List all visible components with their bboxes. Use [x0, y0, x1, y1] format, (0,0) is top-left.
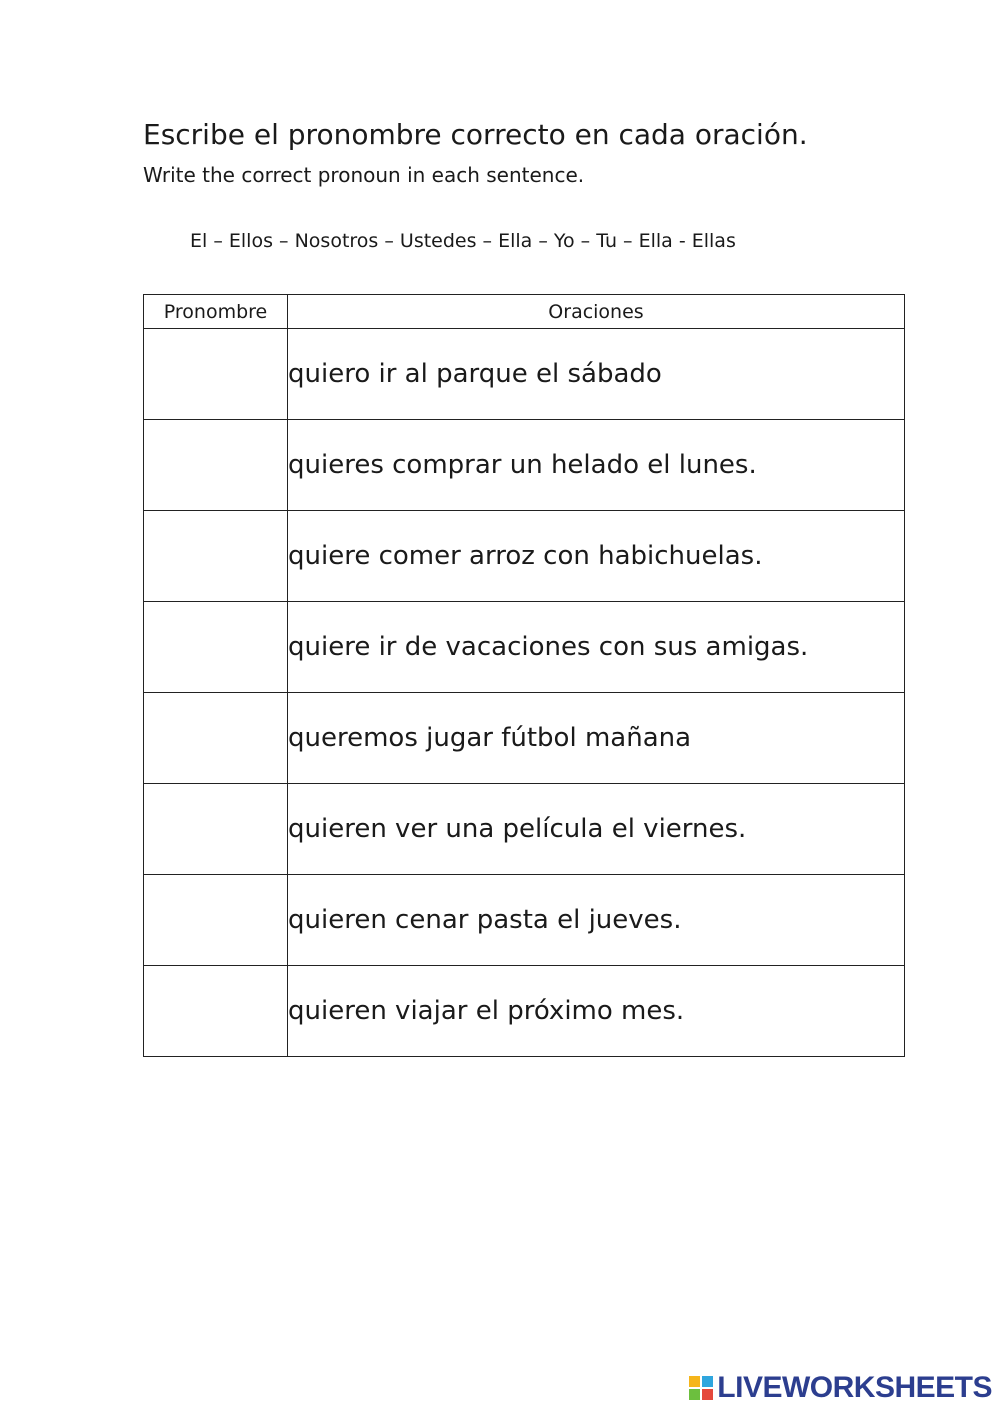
page-subtitle: Write the correct pronoun in each sentence. [143, 163, 585, 187]
sentence-text: quiere comer arroz con habichuelas. [288, 511, 905, 602]
word-bank-item: Ustedes [399, 230, 477, 252]
sentence-text: quieren viajar el próximo mes. [288, 966, 905, 1057]
word-bank-item: Yo [553, 230, 575, 252]
table-row [144, 420, 905, 511]
word-bank-item: Tu [596, 230, 617, 252]
word-bank-separator: – [378, 230, 400, 252]
column-header-pronombre: Pronombre [144, 295, 288, 329]
pronoun-answer-field[interactable] [144, 784, 288, 875]
word-bank-separator: – [616, 230, 639, 252]
sentence-text: quieren cenar pasta el jueves. [288, 875, 905, 966]
word-bank-separator: – [207, 230, 229, 252]
table-row [144, 966, 905, 1057]
sentence-text: quieren ver una película el viernes. [288, 784, 905, 875]
pronoun-answer-field[interactable] [144, 511, 288, 602]
word-bank-item: Ellas [691, 230, 736, 252]
liveworksheets-branding [689, 1371, 992, 1405]
table-row [144, 511, 905, 602]
liveworksheets-logo-icon [689, 1376, 713, 1400]
word-bank [190, 230, 736, 252]
word-bank-item: Ella [638, 230, 673, 252]
table-row [144, 329, 905, 420]
word-bank-separator: – [476, 230, 499, 252]
column-header-oraciones: Oraciones [288, 295, 905, 329]
pronoun-answer-field[interactable] [144, 875, 288, 966]
sentence-text: quiere ir de vacaciones con sus amigas. [288, 602, 905, 693]
pronoun-answer-field[interactable] [144, 329, 288, 420]
brand-name: LIVEWORKSHEETS [717, 1371, 992, 1404]
pronoun-answer-field[interactable] [144, 966, 288, 1057]
word-bank-separator: – [532, 230, 554, 252]
word-bank-item: El [190, 230, 208, 252]
page-title: Escribe el pronombre correcto en cada oración. [143, 118, 808, 151]
sentence-text: queremos jugar fútbol mañana [288, 693, 905, 784]
table-row [144, 784, 905, 875]
pronoun-answer-field[interactable] [144, 420, 288, 511]
word-bank-separator: – [272, 230, 295, 252]
word-bank-item: Nosotros [294, 230, 379, 252]
table-row [144, 693, 905, 784]
pronoun-answer-field[interactable] [144, 693, 288, 784]
word-bank-separator: - [672, 230, 692, 252]
table-header-row [144, 295, 905, 329]
pronoun-table [143, 294, 905, 1057]
word-bank-separator: – [574, 230, 597, 252]
table-row [144, 602, 905, 693]
sentence-text: quieres comprar un helado el lunes. [288, 420, 905, 511]
table-row [144, 875, 905, 966]
pronoun-answer-field[interactable] [144, 602, 288, 693]
sentence-text: quiero ir al parque el sábado [288, 329, 905, 420]
word-bank-item: Ella [498, 230, 533, 252]
word-bank-item: Ellos [228, 230, 273, 252]
